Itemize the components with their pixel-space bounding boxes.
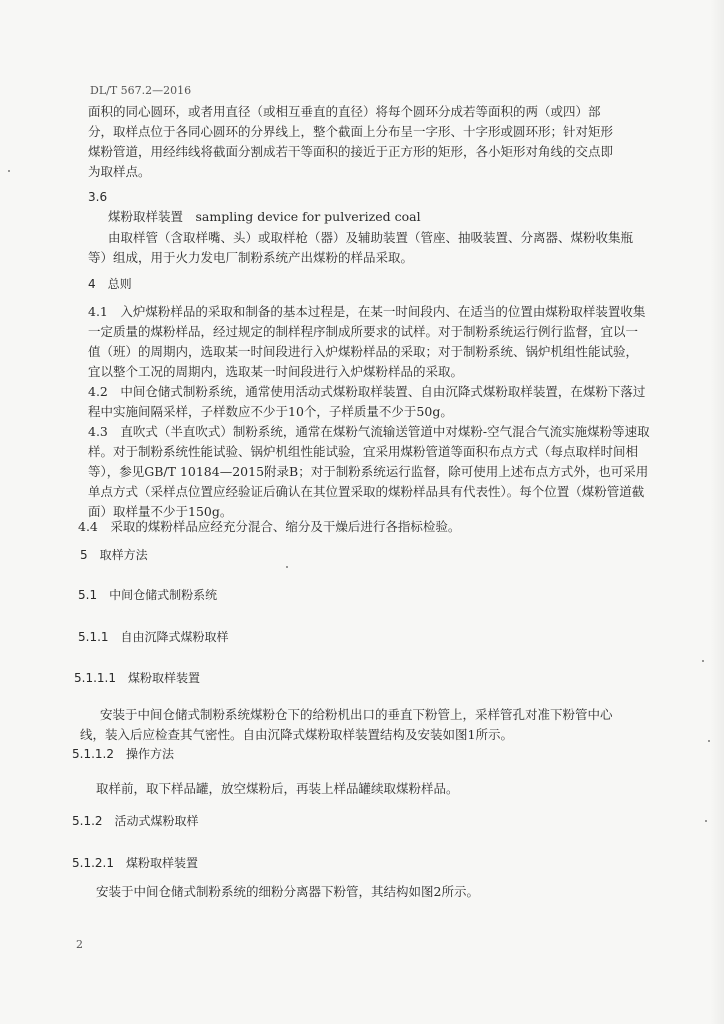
scan-speck	[286, 566, 288, 568]
body-line: 程中实施间隔采样，子样数应不少于10个，子样质量不少于50g。	[88, 404, 453, 419]
body-line: 安装于中间仓储式制粉系统煤粉仓下的给粉机出口的垂直下粉管上，采样管孔对准下粉管中心	[100, 707, 613, 722]
body-line: 单点方式（采样点位置应经验证后确认在其位置采取的煤粉样品具有代表性）。每个位置（煤粉管道截	[88, 484, 645, 499]
scan-speck	[705, 820, 707, 822]
scan-edge-shadow	[710, 0, 724, 1024]
body-line: 面）取样量不少于150g。	[88, 504, 233, 519]
page-number: 2	[76, 938, 83, 951]
subsection-heading: 5.1.1.2 操作方法	[72, 747, 174, 761]
scan-speck	[708, 740, 710, 742]
body-line: 4.3 直吹式（半直吹式）制粉系统，通常在煤粉气流输送管道中对煤粉-空气混合气流实施煤粉等速取	[88, 424, 650, 439]
body-line: 4.4 采取的煤粉样品应经充分混合、缩分及干燥后进行各指标检验。	[78, 519, 461, 534]
body-line: 一定质量的煤粉样品，经过规定的制样程序制成所要求的试样。对于制粉系统运行例行监督，宜以一	[88, 324, 639, 339]
body-line: 值（班）的周期内，选取某一时间段进行入炉煤粉样品的采取；对于制粉系统、锅炉机组性能试验，	[88, 344, 639, 359]
term-title: 煤粉取样装置 sampling device for pulverized coal	[108, 209, 421, 224]
body-line: 等），参见GB/T 10184—2015附录B；对于制粉系统运行监督，除可使用上述布点方式外，也可采用	[88, 464, 649, 479]
subsection-heading: 5.1.1 自由沉降式煤粉取样	[78, 630, 229, 644]
page-header: DL/T 567.2—2016	[90, 84, 192, 97]
section-heading: 5 取样方法	[80, 548, 148, 562]
body-line: 由取样管（含取样嘴、头）或取样枪（器）及辅助装置（管座、抽吸装置、分离器、煤粉收集瓶	[108, 230, 634, 245]
body-line: 安装于中间仓储式制粉系统的细粉分离器下粉管，其结构如图2所示。	[96, 884, 479, 899]
section-heading: 4 总则	[88, 277, 132, 291]
body-line: 煤粉管道，用经纬线将截面分割成若干等面积的接近于正方形的矩形，各小矩形对角线的交点即	[88, 144, 614, 159]
scan-speck	[8, 170, 10, 172]
body-line: 样。对于制粉系统性能试验、锅炉机组性能试验，宜采用煤粉管道等面积布点方式（每点取样时间相	[88, 444, 639, 459]
body-line: 宜以整个工况的周期内，选取某一时间段进行入炉煤粉样品的采取。	[88, 364, 464, 379]
body-line: 等）组成，用于火力发电厂制粉系统产出煤粉的样品采取。	[88, 250, 414, 265]
scan-speck	[702, 660, 704, 662]
body-line: 4.2 中间仓储式制粉系统，通常使用活动式煤粉取样装置、自由沉降式煤粉取样装置，在煤粉下落过	[88, 384, 646, 399]
body-line: 为取样点。	[88, 164, 151, 179]
subsection-heading: 5.1 中间仓储式制粉系统	[78, 588, 218, 602]
subsection-heading: 5.1.2 活动式煤粉取样	[72, 814, 199, 828]
body-line: 面积的同心圆环，或者用直径（或相互垂直的直径）将每个圆环分成若等面积的两（或四）部	[88, 104, 601, 119]
body-line: 取样前，取下样品罐，放空煤粉后，再装上样品罐续取煤粉样品。	[96, 781, 459, 796]
body-line: 分，取样点位于各同心圆环的分界线上，整个截面上分布呈一字形、十字形或圆环形；针对矩形	[88, 124, 614, 139]
body-line: 线，装入后应检查其气密性。自由沉降式煤粉取样装置结构及安装如图1所示。	[80, 727, 513, 742]
term-number: 3.6	[88, 190, 108, 204]
body-line: 4.1 入炉煤粉样品的采取和制备的基本过程是，在某一时间段内、在适当的位置由煤粉取样装置收集	[88, 304, 646, 319]
subsection-heading: 5.1.1.1 煤粉取样装置	[74, 671, 200, 685]
subsection-heading: 5.1.2.1 煤粉取样装置	[72, 856, 198, 870]
